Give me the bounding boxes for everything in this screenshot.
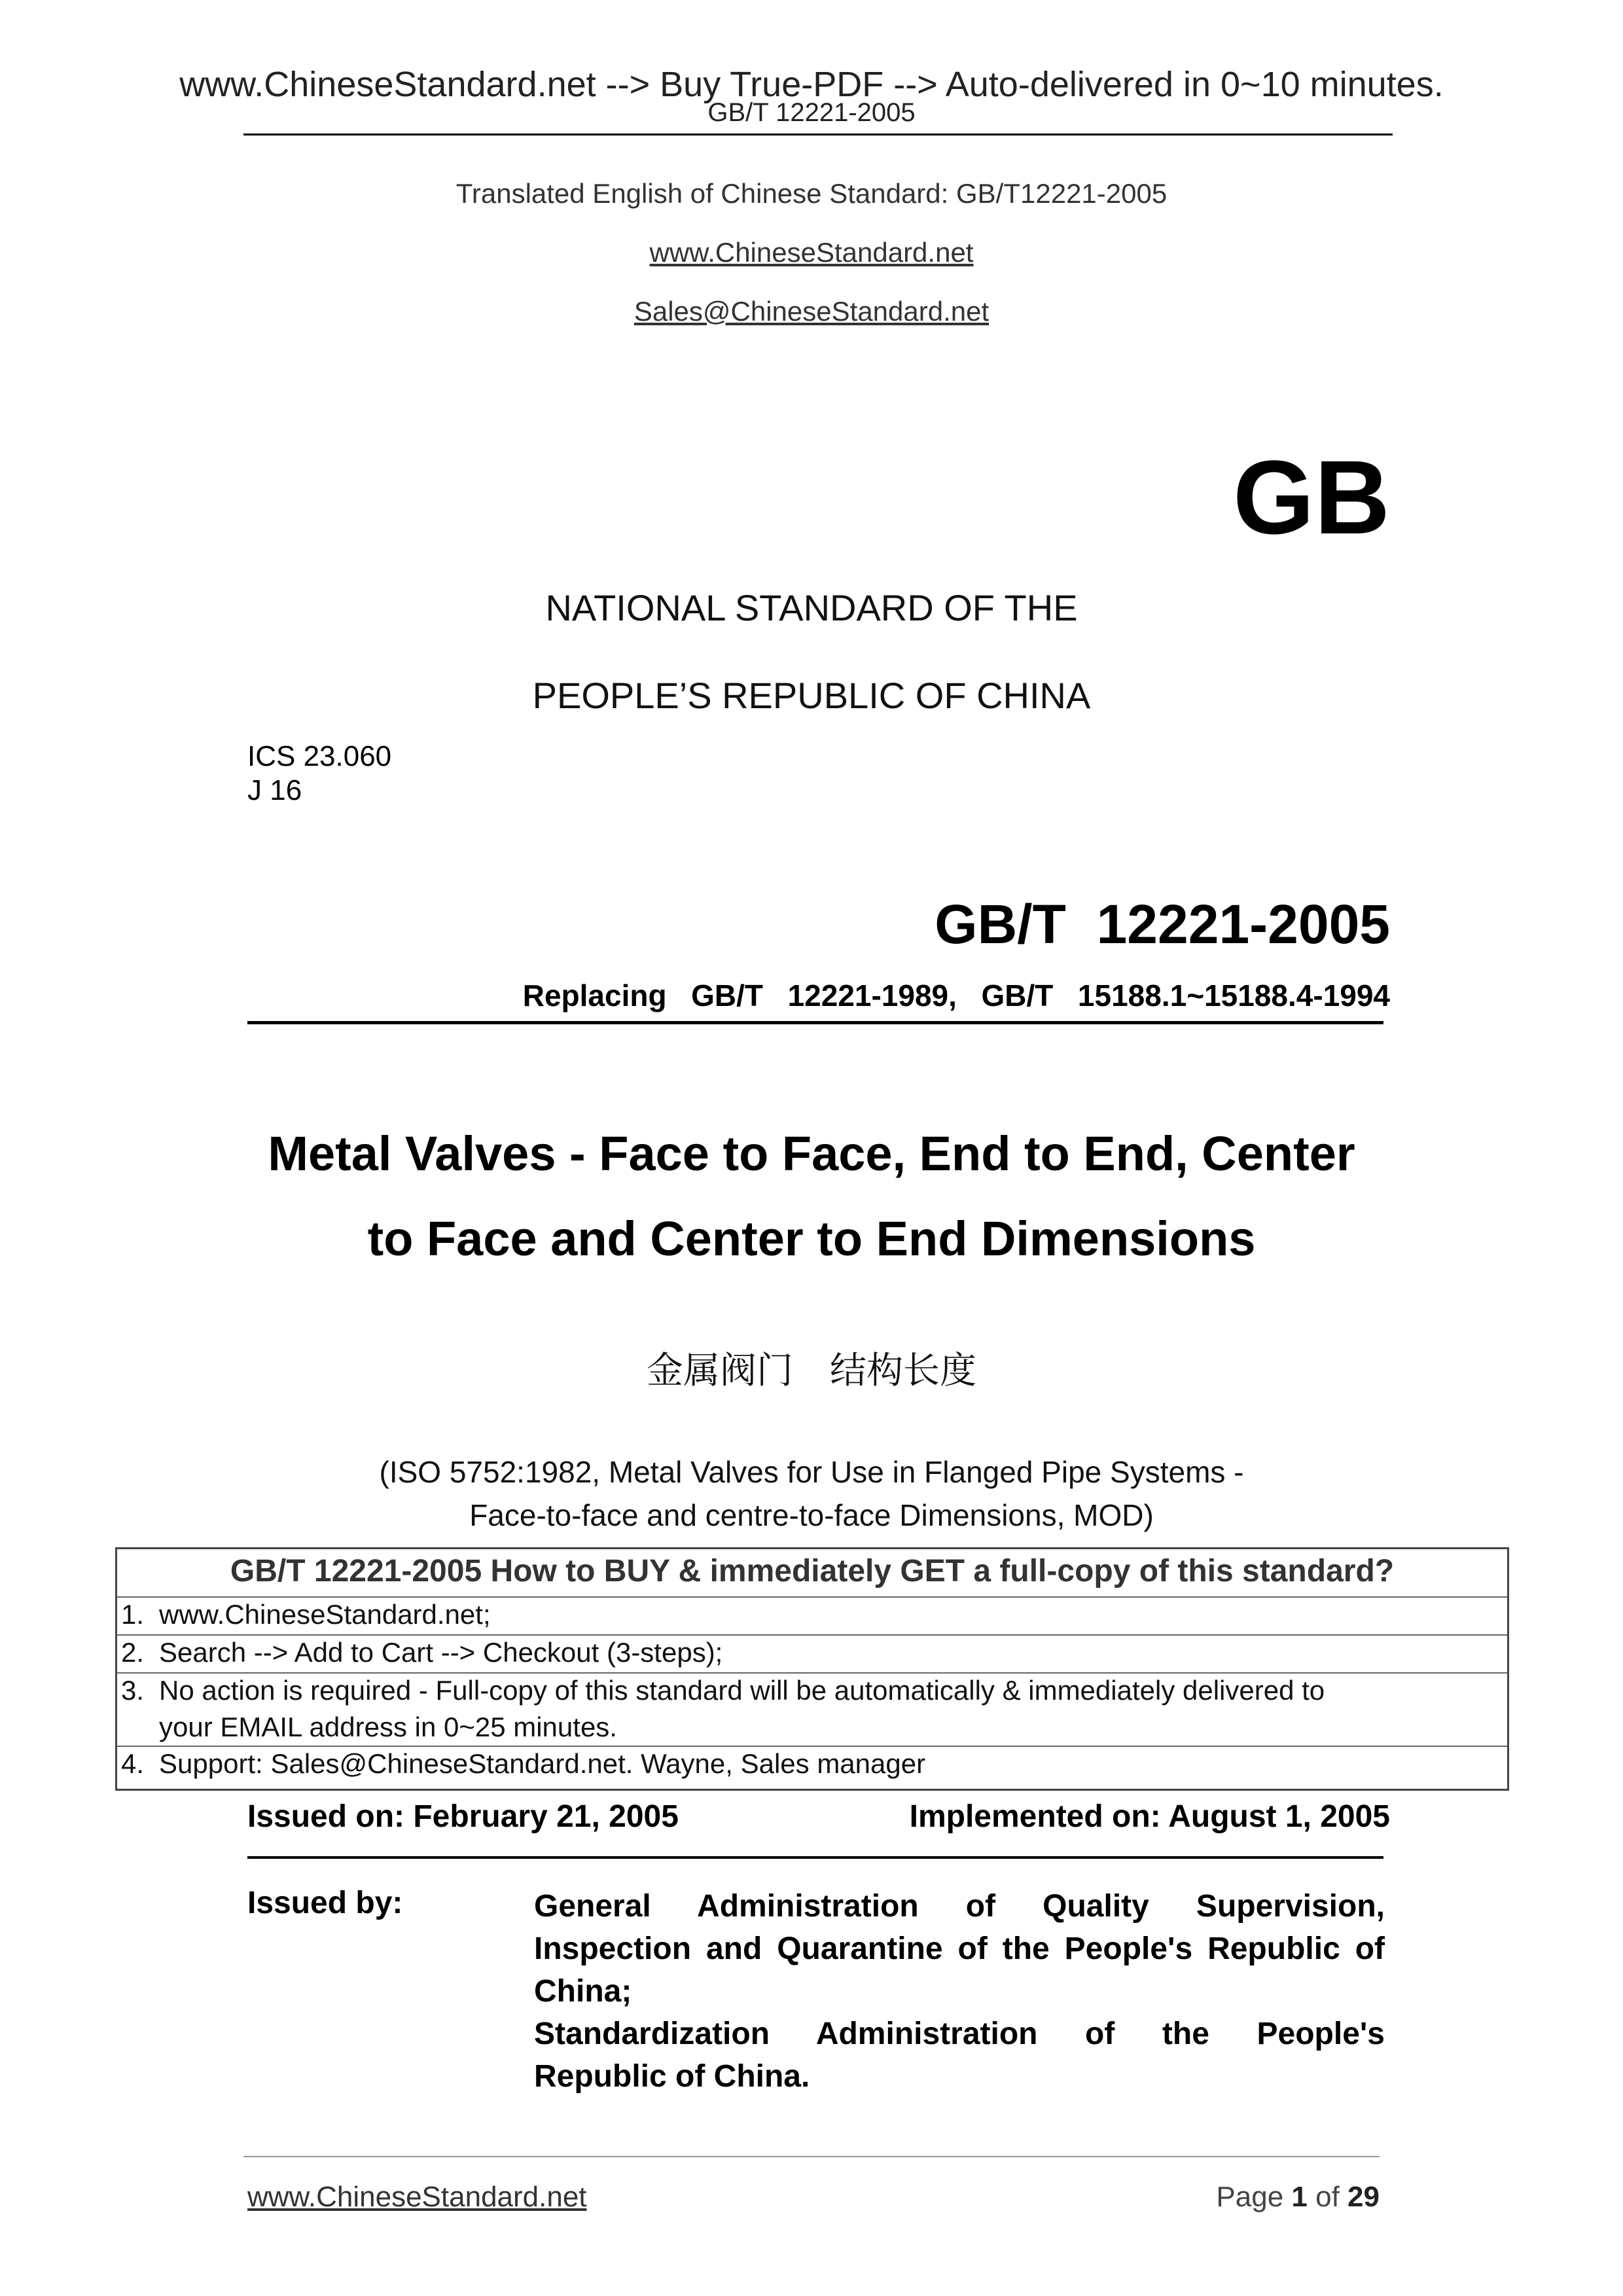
page-indicator (1216, 2181, 1380, 2214)
buy-box-divider (117, 1746, 1507, 1747)
step-number: 4. (121, 1748, 145, 1779)
implemented-date: Implemented on: August 1, 2005 (909, 1799, 1390, 1834)
buy-box-divider (117, 1672, 1507, 1674)
standard-code: GB/T 12221-2005 (935, 893, 1390, 955)
step-text: No action is required - Full-copy of this standard will be automatically & immediately delivered to (159, 1675, 1325, 1706)
issued-by-label: Issued by: (247, 1886, 403, 1920)
step-number: 3. (121, 1675, 145, 1706)
classification-codes (247, 740, 391, 808)
email-link[interactable]: Sales@ChineseStandard.net (633, 296, 990, 327)
title-line1: Metal Valves - Face to Face, End to End, Center (268, 1126, 1355, 1181)
buy-box-title: GB/T 12221-2005 How to BUY & immediately GET a full-copy of this standard? (230, 1554, 1395, 1588)
replacing-note: Replacing GB/T 12221-1989, GB/T 15188.1~15188.4-1994 (522, 978, 1390, 1013)
buy-info-box (115, 1547, 1509, 1791)
page-total: 29 (1347, 2181, 1380, 2213)
buy-box-divider (117, 1596, 1507, 1598)
header-standard-code: GB/T 12221-2005 (707, 98, 916, 127)
gb-mark: GB (1233, 439, 1390, 556)
footer-divider (243, 2156, 1380, 2157)
national-standard-line1: NATIONAL STANDARD OF THE (545, 587, 1078, 628)
code-divider (247, 1021, 1383, 1024)
website-link-wrap (0, 237, 1623, 268)
title-line2: to Face and Center to End Dimensions (367, 1211, 1256, 1266)
step-text-cont: your EMAIL address in 0~25 minutes. (159, 1712, 617, 1742)
issuer-line: Standardization Administration of the People's (534, 2017, 1385, 2051)
issuer-line: China; (534, 1974, 632, 2009)
step-text: Search --> Add to Cart --> Checkout (3-steps); (159, 1637, 723, 1668)
footer-website-link[interactable]: www.ChineseStandard.net (247, 2181, 587, 2213)
issuer-line: Inspection and Quarantine of the People's Republic of (534, 1931, 1385, 1966)
page-prefix: Page (1216, 2181, 1292, 2213)
chinese-title: 金属阀门 结构长度 (647, 1350, 976, 1392)
translation-note: Translated English of Chinese Standard: GB/T12221-2005 (455, 178, 1168, 209)
header-divider (243, 134, 1393, 135)
email-link-wrap (0, 296, 1623, 327)
issuer-line: Republic of China. (534, 2059, 810, 2094)
issuer-line: General Administration of Quality Supervision, (534, 1889, 1385, 1924)
ics-code: ICS 23.060 (247, 740, 392, 772)
dates-divider (247, 1856, 1383, 1859)
website-link[interactable]: www.ChineseStandard.net (649, 237, 974, 268)
issued-date: Issued on: February 21, 2005 (247, 1799, 679, 1834)
step-text: Support: Sales@ChineseStandard.net. Wayne, Sales manager (159, 1748, 926, 1779)
step-number: 2. (121, 1637, 145, 1668)
page-of: of (1307, 2181, 1348, 2213)
page-current: 1 (1291, 2181, 1308, 2213)
ccs-code: J 16 (247, 774, 302, 806)
buy-box-divider (117, 1634, 1507, 1636)
top-banner: www.ChineseStandard.net --> Buy True-PDF --> Auto-delivered in 0~10 minutes. (179, 65, 1444, 104)
issuer-block (534, 1885, 1385, 2098)
iso-reference-line1: (ISO 5752:1982, Metal Valves for Use in Flanged Pipe Systems - (379, 1455, 1244, 1489)
step-number: 1. (121, 1599, 145, 1630)
iso-reference-line2: Face-to-face and centre-to-face Dimensions, MOD) (469, 1498, 1154, 1532)
step-text[interactable]: www.ChineseStandard.net; (159, 1599, 491, 1630)
national-standard-line2: PEOPLE’S REPUBLIC OF CHINA (532, 675, 1091, 716)
